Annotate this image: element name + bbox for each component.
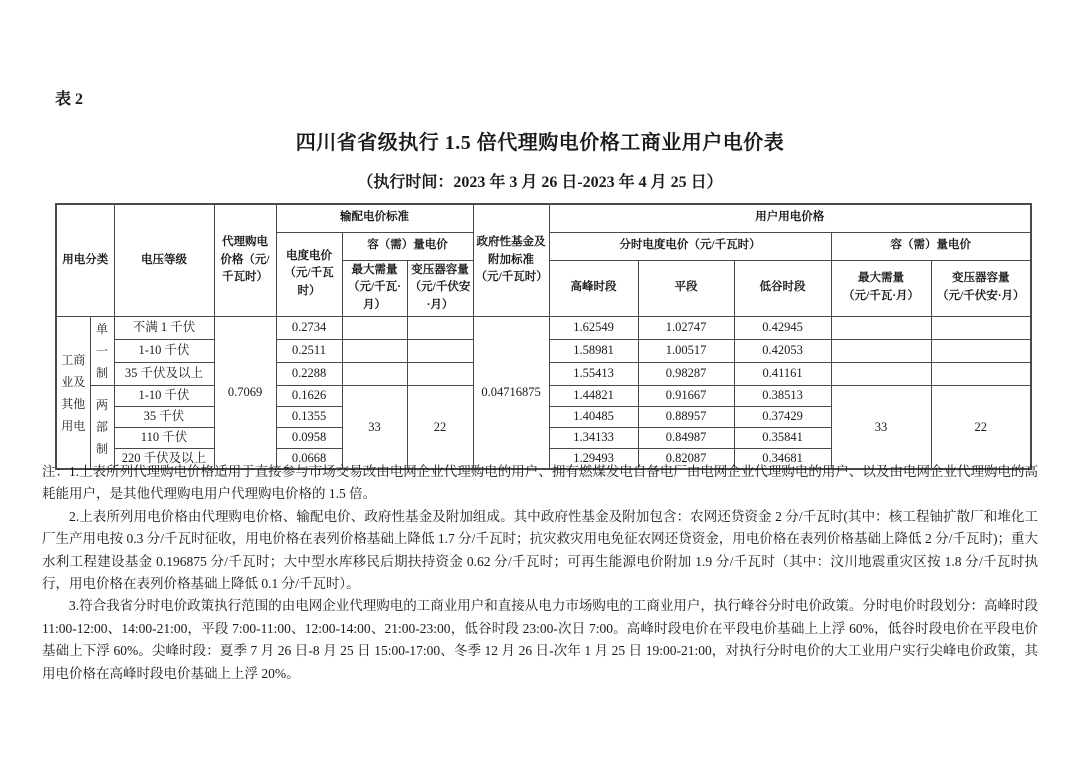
- header-transformer-capacity-td: [407, 260, 473, 316]
- cell-user-transformer: 22: [931, 385, 1031, 469]
- cell-peak-price: 1.55413: [549, 362, 638, 385]
- cell-voltage: 35 千伏: [114, 406, 214, 427]
- note-1: 注：1.上表所列代理购电价格适用于直接参与市场交易改由电网企业代理购电的用户、拥有燃煤发电自备电厂由电网企业代理购电的用户、以及由电网企业代理购电的高耗能用户，是其他代理购电用户代理购电价格的 1.5 倍。: [42, 464, 1038, 502]
- cell-voltage: 不满 1 千伏: [114, 316, 214, 339]
- header-gov-fund-surcharge: [473, 204, 549, 316]
- transformer-user-label: 变压器容量: [952, 272, 1010, 285]
- cell-user-max-demand-empty: [831, 316, 931, 339]
- cell-valley-price: 0.37429: [734, 406, 831, 427]
- cell-flat-price: 1.00517: [638, 339, 734, 362]
- cell-energy-price: 0.2288: [276, 362, 342, 385]
- price-table: [55, 203, 1032, 470]
- cell-td-max-demand-empty: [342, 316, 407, 339]
- cell-peak-price: 1.29493: [549, 448, 638, 469]
- cell-peak-price: 1.40485: [549, 406, 638, 427]
- cell-user-transformer-empty: [931, 316, 1031, 339]
- footnotes: [42, 461, 1038, 685]
- cell-agent-purchase-price: 0.7069: [214, 316, 276, 469]
- cell-flat-price: 0.91667: [638, 385, 734, 406]
- transformer-td-label: 变压器容量: [411, 263, 469, 276]
- cell-single-system: 单一制: [90, 316, 114, 385]
- header-agent-purchase-price: 代理购电价格（元/千瓦时）: [214, 204, 276, 316]
- cell-peak-price: 1.62549: [549, 316, 638, 339]
- cell-td-max-demand: 33: [342, 385, 407, 469]
- page-subtitle: （执行时间：2023 年 3 月 26 日-2023 年 4 月 25 日）: [357, 174, 723, 191]
- max-demand-td-label: 最大需量: [351, 263, 398, 276]
- transformer-td-unit: （元/千伏安·月）: [409, 281, 471, 312]
- cell-td-max-demand-empty: [342, 362, 407, 385]
- cell-energy-price: 0.1626: [276, 385, 342, 406]
- cell-two-part-system: 两部制: [90, 385, 114, 469]
- cell-usage-category: 工商业及其他用电: [56, 316, 90, 469]
- header-capacity-demand-price-user: 容（需）量电价: [831, 232, 1031, 260]
- cell-energy-price: 0.2734: [276, 316, 342, 339]
- max-demand-user-unit: （元/千瓦·月）: [843, 290, 920, 303]
- cell-voltage: 35 千伏及以上: [114, 362, 214, 385]
- cell-energy-price: 0.0668: [276, 448, 342, 469]
- cell-peak-price: 1.58981: [549, 339, 638, 362]
- max-demand-user-label: 最大需量: [858, 272, 905, 285]
- header-max-demand-user: [831, 260, 931, 316]
- cell-td-max-demand-empty: [342, 339, 407, 362]
- max-demand-td-unit: （元/千瓦·月）: [347, 281, 402, 312]
- cell-td-transformer-empty: [407, 339, 473, 362]
- header-voltage-level: 电压等级: [114, 204, 214, 316]
- header-transformer-capacity-user: [931, 260, 1031, 316]
- cell-flat-price: 1.02747: [638, 316, 734, 339]
- cell-valley-price: 0.42053: [734, 339, 831, 362]
- header-valley-period: 低谷时段: [734, 260, 831, 316]
- cell-valley-price: 0.42945: [734, 316, 831, 339]
- header-flat-period: 平段: [638, 260, 734, 316]
- cell-gov-fund: 0.04716875: [473, 316, 549, 469]
- cell-flat-price: 0.98287: [638, 362, 734, 385]
- cell-valley-price: 0.38513: [734, 385, 831, 406]
- cell-voltage: 1-10 千伏: [114, 385, 214, 406]
- header-energy-price: [276, 232, 342, 316]
- note-3: 3.符合我省分时电价政策执行范围的由电网企业代理购电的工商业用户和直接从电力市场购电的工商业用户，执行峰谷分时电价政策。分时电价时段划分：高峰时段 11:00-12:00、14:00-21:00，平段 7:00-11:00、12:00-14:00、21:00-23:00，低谷时段 23:00-次日 7:00。高峰时段电价在平段电价基础上上浮 60%，低谷时段电价在平段电价基础上下浮 60%。尖峰时段：夏季 7 月 26 日-8 月 25 日 15:00-17:00、冬季 12 月 26 日-次年 1 月 25 日 19:00-21:00，对执行分时电价的大工业用户实行尖峰电价政策，其用电价格在高峰时段电价基础上上浮 20%。: [42, 598, 1038, 681]
- energy-price-label: 电度电价: [286, 249, 332, 262]
- header-tou-energy-price: 分时电度电价（元/千瓦时）: [549, 232, 831, 260]
- cell-user-max-demand-empty: [831, 339, 931, 362]
- header-max-demand-td: [342, 260, 407, 316]
- cell-valley-price: 0.41161: [734, 362, 831, 385]
- cell-energy-price: 0.1355: [276, 406, 342, 427]
- transformer-user-unit: （元/千伏安·月）: [937, 290, 1025, 303]
- cell-peak-price: 1.34133: [549, 427, 638, 448]
- cell-flat-price: 0.88957: [638, 406, 734, 427]
- header-user-electricity-price: 用户用电价格: [549, 204, 1031, 232]
- table-number-label: 表 2: [55, 91, 84, 108]
- cell-valley-price: 0.34681: [734, 448, 831, 469]
- cell-energy-price: 0.0958: [276, 427, 342, 448]
- cell-energy-price: 0.2511: [276, 339, 342, 362]
- cell-td-transformer-empty: [407, 362, 473, 385]
- cell-user-max-demand: 33: [831, 385, 931, 469]
- header-peak-period: 高峰时段: [549, 260, 638, 316]
- note-2: 2.上表所列用电价格由代理购电价格、输配电价、政府性基金及附加组成。其中政府性基金及附加包含：农网还贷资金 2 分/千瓦时(其中：核工程铀扩散厂和堆化工厂生产用电按 0.3 分/千瓦时征收，用电价格在表列价格基础上降低 1.7 分/千瓦时；抗灾救灾用电免征农网还贷资金，用电价格在表列价格基础上降低 2 分/千瓦时)；重大水利工程建设基金 0.196875 分/千瓦时；大中型水库移民后期扶持资金 0.62 分/千瓦时；可再生能源电价附加 1.9 分/千瓦时（其中：汶川地震重灾区按 1.8 分/千瓦时执行，用电价格在表列价格基础上降低 0.1 分/千瓦时）。: [42, 508, 1038, 592]
- cell-voltage: 1-10 千伏: [114, 339, 214, 362]
- cell-flat-price: 0.82087: [638, 448, 734, 469]
- header-capacity-demand-price-td: 容（需）量电价: [342, 232, 473, 260]
- header-transmission-distribution-standard: 输配电价标准: [276, 204, 473, 232]
- cell-voltage: 220 千伏及以上: [114, 448, 214, 469]
- gov-fund-unit: （元/千瓦时）: [475, 271, 548, 284]
- energy-price-unit: （元/千瓦时）: [284, 267, 334, 298]
- cell-valley-price: 0.35841: [734, 427, 831, 448]
- header-category: 用电分类: [56, 204, 114, 316]
- cell-td-transformer-empty: [407, 316, 473, 339]
- cell-user-transformer-empty: [931, 362, 1031, 385]
- cell-td-transformer: 22: [407, 385, 473, 469]
- cell-flat-price: 0.84987: [638, 427, 734, 448]
- cell-peak-price: 1.44821: [549, 385, 638, 406]
- page-title: 四川省省级执行 1.5 倍代理购电价格工商业用户电价表: [295, 132, 785, 154]
- cell-user-transformer-empty: [931, 339, 1031, 362]
- gov-fund-label: 政府性基金及附加标准: [476, 235, 546, 266]
- cell-voltage: 110 千伏: [114, 427, 214, 448]
- cell-user-max-demand-empty: [831, 362, 931, 385]
- table-row: [56, 316, 1031, 339]
